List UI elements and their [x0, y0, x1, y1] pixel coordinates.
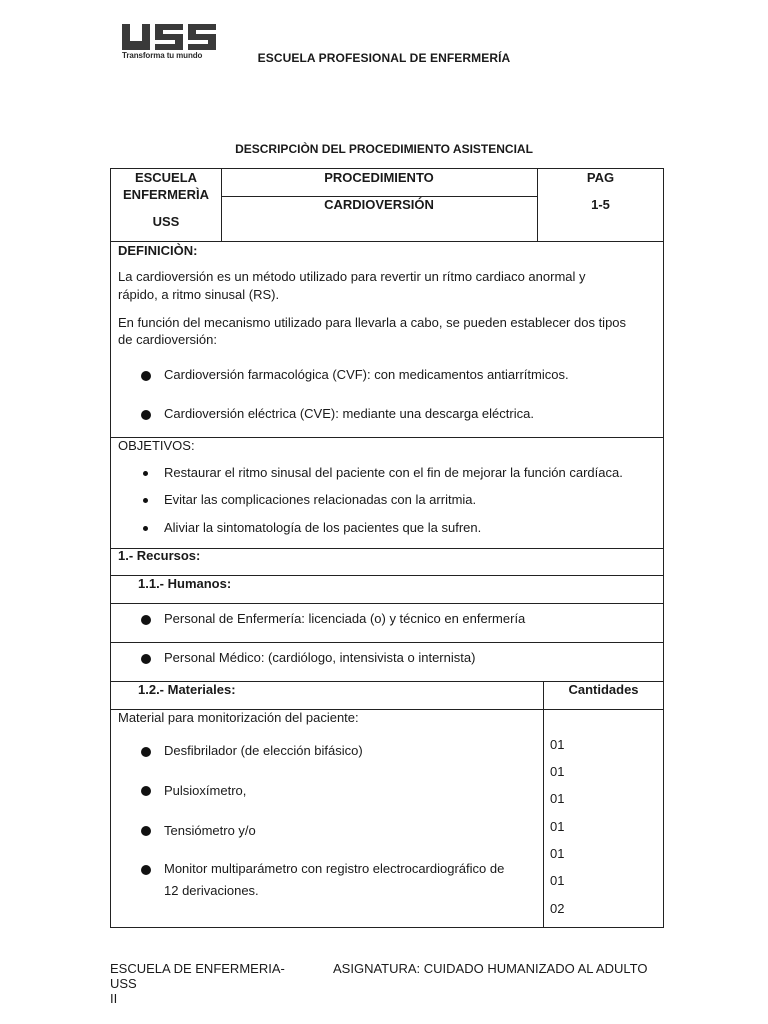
- materials-heading: 1.2.- Materiales:: [138, 682, 236, 697]
- page-value: 1-5: [591, 197, 610, 212]
- definition-p1-line1: La cardioversión es un método utilizado para revertir un rítmo cardiaco anormal y: [118, 269, 586, 284]
- procedure-table: [110, 168, 664, 928]
- material-item: Tensiómetro y/o: [164, 823, 256, 838]
- school-title: ESCUELA PROFESIONAL DE ENFERMERÍA: [257, 51, 511, 65]
- document-title: DESCRIPCIÒN DEL PROCEDIMIENTO ASISTENCIAL: [235, 142, 533, 156]
- bullet-icon: [141, 865, 151, 875]
- procedure-label: PROCEDIMIENTO: [324, 170, 434, 185]
- quantity-value: 01: [550, 819, 565, 834]
- human-resource-item: Personal Médico: (cardiólogo, intensivista o internista): [164, 650, 476, 665]
- material-item: Monitor multiparámetro con registro electrocardiográfico de: [164, 861, 505, 876]
- school-cell-line2: ENFERMERÌA: [123, 187, 209, 202]
- page-label: PAG: [586, 170, 615, 185]
- quantity-value: 02: [550, 901, 565, 916]
- school-cell-line3: USS: [152, 214, 180, 229]
- quantity-value: 01: [550, 846, 565, 861]
- human-resource-item: Personal de Enfermería: licenciada (o) y técnico en enfermería: [164, 611, 526, 626]
- footer-subject: ASIGNATURA: CUIDADO HUMANIZADO AL ADULTO: [333, 961, 648, 976]
- objective-item: Aliviar la sintomatología de los pacientes que la sufren.: [164, 520, 482, 535]
- quantity-value: 01: [550, 791, 565, 806]
- material-item: Pulsioxímetro,: [164, 783, 247, 798]
- bullet-icon: [141, 786, 151, 796]
- definition-item: Cardioversión farmacológica (CVF): con medicamentos antiarrítmicos.: [164, 367, 569, 382]
- bullet-icon: [141, 410, 151, 420]
- materials-intro: Material para monitorización del paciente:: [118, 710, 359, 725]
- bullet-icon: [141, 826, 151, 836]
- material-item: Desfibrilador (de elección bifásico): [164, 743, 363, 758]
- quantities-heading: Cantidades: [568, 682, 639, 697]
- material-item-continuation: 12 derivaciones.: [164, 883, 259, 898]
- bullet-icon: [141, 371, 151, 381]
- objective-item: Evitar las complicaciones relacionadas con la arritmia.: [164, 492, 477, 507]
- footer-school: [110, 961, 310, 1006]
- school-cell-line1: ESCUELA: [134, 170, 198, 185]
- definition-heading: DEFINICIÒN:: [118, 243, 198, 258]
- objective-item: Restaurar el ritmo sinusal del paciente con el fin de mejorar la función cardíaca.: [164, 465, 623, 480]
- quantity-value: 01: [550, 737, 565, 752]
- uss-logo-mark: [122, 24, 218, 50]
- definition-item: Cardioversión eléctrica (CVE): mediante una descarga eléctrica.: [164, 406, 534, 421]
- quantity-value: 01: [550, 873, 565, 888]
- procedure-value: CARDIOVERSIÓN: [324, 197, 434, 212]
- definition-p1-line2: rápido, a ritmo sinusal (RS).: [118, 287, 280, 302]
- bullet-icon: [141, 654, 151, 664]
- logo-tagline: Transforma tu mundo: [122, 51, 203, 60]
- footer-school-line2: II: [110, 991, 118, 1006]
- bullet-icon: [141, 615, 151, 625]
- definition-p2-line1: En función del mecanismo utilizado para llevarla a cabo, se pueden establecer dos tipos: [118, 315, 627, 330]
- bullet-icon: [143, 498, 148, 503]
- resources-heading: 1.- Recursos:: [118, 548, 201, 563]
- definition-p2-line2: de cardioversión:: [118, 332, 217, 347]
- bullet-icon: [143, 471, 148, 476]
- bullet-icon: [143, 526, 148, 531]
- human-resources-heading: 1.1.- Humanos:: [138, 576, 232, 591]
- footer-school-line1: ESCUELA DE ENFERMERIA-USS: [110, 961, 285, 991]
- quantity-value: 01: [550, 764, 565, 779]
- bullet-icon: [141, 747, 151, 757]
- objectives-heading: OBJETIVOS:: [118, 438, 195, 453]
